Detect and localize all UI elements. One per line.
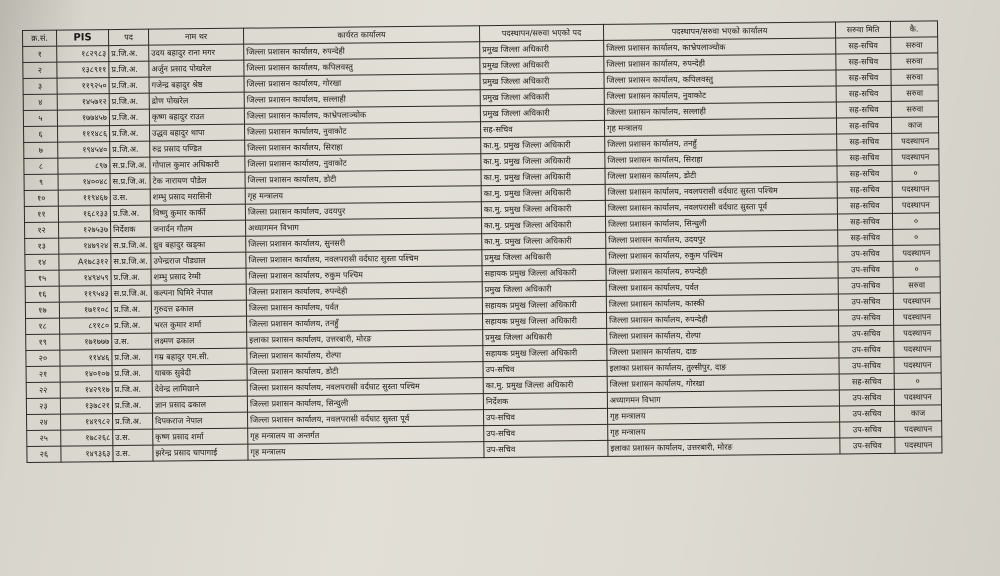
cell-remark: पदस्थापन (893, 293, 940, 309)
cell-new-office: गृह मन्त्रालय (607, 406, 839, 424)
cell-rank: प्र.जि.अ. (109, 109, 149, 125)
cell-name: उद्धव बहादुर थापा (150, 124, 245, 141)
cell-new-post: का.मु. प्रमुख जिल्ला अधिकारी (481, 152, 605, 169)
cell-name: गुरुदत्त ढकाल (151, 300, 246, 317)
cell-new-office: अध्यागमन विभाग (607, 390, 839, 408)
cell-name: शम्भु प्रसाद मरासिनी (150, 188, 245, 205)
cell-rank: प्र.जि.अ. (112, 349, 152, 365)
cell-sn: ८ (24, 158, 58, 174)
cell-rank: उ.स. (110, 189, 150, 205)
cell-new-office: इलाका प्रशासन कार्यालय, उत्तरबारी, मोरङ (608, 438, 840, 456)
cell-new-office: जिल्ला प्रशासन कार्यालय, रुपन्देही (604, 54, 836, 72)
cell-sn: ६ (24, 126, 58, 142)
cell-remark: पदस्थापन (893, 245, 940, 261)
cell-sn: २ (23, 62, 57, 78)
cell-remark: पदस्थापन (892, 149, 939, 165)
cell-sn: १ (23, 46, 57, 62)
cell-name: अर्जुन प्रसाद पोखरेल (149, 60, 244, 77)
cell-pis: A१७८३१२ (59, 254, 111, 271)
cell-remark: पदस्थापन (892, 181, 939, 197)
cell-rank: प्र.जि.अ. (112, 365, 152, 381)
cell-remark: काज (894, 405, 941, 421)
cell-transfer-date: सह-सचिव (837, 165, 892, 182)
cell-transfer-date: सह-सचिव (836, 117, 891, 134)
cell-new-post: प्रमुख जिल्ला अधिकारी (480, 72, 604, 89)
cell-new-post: सह-सचिव (480, 120, 604, 137)
cell-rank: स.प्र.जि.अ. (111, 285, 151, 301)
cell-current-office: गृह मन्त्रालय वा अन्तर्गत (248, 426, 484, 444)
cell-sn: ५ (23, 110, 57, 126)
cell-pis: १४९४५९ (59, 270, 111, 287)
cell-new-post: निर्देशक (483, 392, 607, 409)
cell-rank: उ.स. (113, 429, 153, 445)
cell-current-office: जिल्ला प्रशासन कार्यालय, नवलपरासी वर्दघाट सुस्ता पूर्व (248, 410, 484, 428)
cell-new-post: प्रमुख जिल्ला अधिकारी (480, 104, 604, 121)
cell-transfer-date: सह-सचिव (837, 181, 892, 198)
cell-pis: १२७५३७ (59, 222, 111, 239)
cell-new-post: का.मु. प्रमुख जिल्ला अधिकारी (481, 184, 605, 201)
cell-new-office: जिल्ला प्रशासन कार्यालय, डोटी (605, 166, 837, 184)
cell-name: याबक सुबेदी (152, 364, 247, 381)
cell-name: द्रोण पोखरेल (149, 92, 244, 109)
cell-transfer-date: सह-सचिव (836, 53, 891, 70)
cell-pis: १३७८२१ (60, 398, 112, 415)
cell-remark: पदस्थापन (895, 421, 942, 437)
cell-new-post: प्रमुख जिल्ला अधिकारी (480, 40, 604, 57)
cell-new-post: सहायक प्रमुख जिल्ला अधिकारी (482, 312, 606, 329)
cell-new-office: जिल्ला प्रशासन कार्यालय, नवलपरासी वर्दघाट सुस्ता पश्चिम (605, 182, 837, 200)
cell-current-office: जिल्ला प्रशासन कार्यालय, काभ्रेपलाञ्चोक (244, 106, 480, 124)
cell-new-post: का.मु. प्रमुख जिल्ला अधिकारी (481, 168, 605, 185)
cell-pis: १७१७७७ (60, 334, 112, 351)
cell-new-post: का.मु. प्रमुख जिल्ला अधिकारी (481, 216, 605, 233)
cell-current-office: जिल्ला प्रशासन कार्यालय, रोल्पा (247, 346, 483, 364)
cell-name: विष्णु कुमार कार्की (150, 204, 245, 221)
cell-new-office: जिल्ला प्रशासन कार्यालय, नवलपरासी वर्दघाट सुस्ता पूर्व (605, 198, 837, 216)
cell-sn: १३ (25, 238, 59, 254)
cell-new-post: उप-सचिव (483, 360, 607, 377)
cell-pis: १४०१०७ (60, 366, 112, 383)
cell-new-post: उप-सचिव (484, 440, 608, 457)
cell-new-office: जिल्ला प्रशासन कार्यालय, सल्लाही (604, 102, 836, 120)
cell-transfer-date: उप-सचिव (840, 421, 895, 438)
cell-pis: ११४४६ (60, 350, 112, 367)
cell-transfer-date: उप-सचिव (839, 357, 894, 374)
cell-pis: १४२९१७ (60, 382, 112, 399)
cell-new-office: जिल्ला प्रशासन कार्यालय, रुपन्देही (606, 262, 838, 280)
cell-remark: सरुवा (891, 53, 938, 69)
cell-name: दिपकराज नेपाल (153, 412, 248, 429)
cell-rank: प्र.जि.अ. (111, 269, 151, 285)
cell-new-post: का.मु. प्रमुख जिल्ला अधिकारी (481, 136, 605, 153)
cell-sn: १२ (25, 222, 59, 238)
cell-current-office: गृह मन्त्रालय (248, 442, 484, 460)
cell-remark: पदस्थापन (892, 197, 939, 213)
cell-sn: १९ (26, 334, 60, 350)
cell-transfer-date: उप-सचिव (838, 309, 893, 326)
header-remark: कै. (890, 21, 937, 37)
cell-rank: प्र.जि.अ. (112, 381, 152, 397)
cell-remark: सरुवा (891, 101, 938, 117)
cell-new-office: जिल्ला प्रशासन कार्यालय, नुवाकोट (604, 86, 836, 104)
cell-new-office: जिल्ला प्रशासन कार्यालय, उदयपुर (606, 230, 838, 248)
cell-current-office: इलाका प्रशासन कार्यालय, उत्तरबारी, मोरङ (247, 330, 483, 348)
cell-name: टेक नारायण पौडेल (150, 172, 245, 189)
cell-current-office: जिल्ला प्रशासन कार्यालय, नवलपरासी वर्दघाट सुस्ता पश्चिम (246, 250, 482, 268)
cell-name: ध्रुव बहादुर खड्का (151, 236, 246, 253)
cell-new-office: जिल्ला प्रशासन कार्यालय, सिन्धुली (605, 214, 837, 232)
cell-current-office: जिल्ला प्रशासन कार्यालय, तनहुँ (247, 314, 483, 332)
cell-name: कृष्ण प्रसाद शर्मा (153, 428, 248, 445)
cell-new-office: जिल्ला प्रशासन कार्यालय, कपिलवस्तु (604, 70, 836, 88)
cell-transfer-date: सह-सचिव (836, 101, 891, 118)
cell-sn: २० (26, 350, 60, 366)
header-name: नाम थर (148, 28, 243, 45)
cell-transfer-date: सह-सचिव (839, 373, 894, 390)
cell-transfer-date: उप-सचिव (838, 261, 893, 278)
cell-name: भरत कुमार शर्मा (152, 316, 247, 333)
cell-sn: ७ (24, 142, 58, 158)
cell-rank: प्र.जि.अ. (112, 397, 152, 413)
cell-transfer-date: सह-सचिव (837, 149, 892, 166)
cell-pis: १७८२६८ (61, 430, 113, 447)
cell-new-post: प्रमुख जिल्ला अधिकारी (482, 280, 606, 297)
cell-new-post: उप-सचिव (484, 408, 608, 425)
cell-sn: २२ (26, 382, 60, 398)
cell-new-post: प्रमुख जिल्ला अधिकारी (482, 248, 606, 265)
cell-new-post: का.मु. प्रमुख जिल्ला अधिकारी (483, 376, 607, 393)
cell-sn: २१ (26, 366, 60, 382)
cell-remark: पदस्थापन (894, 325, 941, 341)
cell-remark: सरुवा (891, 37, 938, 53)
cell-rank: प्र.जि.अ. (109, 45, 149, 61)
cell-transfer-date: उप-सचिव (838, 293, 893, 310)
cell-remark: सरुवा (893, 277, 940, 293)
cell-current-office: जिल्ला प्रशासन कार्यालय, नुवाकोट (244, 122, 480, 140)
cell-new-post: सहायक प्रमुख जिल्ला अधिकारी (482, 264, 606, 281)
cell-current-office: जिल्ला प्रशासन कार्यालय, रुकुम पश्चिम (246, 266, 482, 284)
cell-name: उदय बहादुर राना मगर (149, 44, 244, 61)
cell-name: कृष्ण बहादुर राउत (149, 108, 244, 125)
cell-name: शम्भु प्रसाद रेग्मी (151, 268, 246, 285)
cell-remark: काज (891, 117, 938, 133)
cell-sn: १८ (26, 318, 60, 334)
header-current-office: कार्यरत कार्यालय (243, 26, 479, 44)
cell-remark: पदस्थापन (895, 437, 942, 453)
cell-name: लक्ष्मण ढकाल (152, 332, 247, 349)
cell-remark: ० (892, 213, 939, 229)
cell-name: कल्पना घिमिरे नेपाल (151, 284, 246, 301)
cell-pis: ११९२५० (57, 78, 109, 95)
cell-sn: ११ (24, 206, 58, 222)
cell-name: ज्ञान प्रसाद ढकाल (152, 396, 247, 413)
cell-pis: ८११८० (60, 318, 112, 335)
cell-remark: पदस्थापन (893, 309, 940, 325)
cell-current-office: जिल्ला प्रशासन कार्यालय, नुवाकोट (245, 154, 481, 172)
cell-pis: ११९५४३ (59, 286, 111, 303)
cell-rank: प्र.जि.अ. (109, 93, 149, 109)
cell-new-post: का.मु. प्रमुख जिल्ला अधिकारी (481, 200, 605, 217)
cell-new-office: जिल्ला प्रशासन कार्यालय, काभ्रेपलाञ्चोक (604, 38, 836, 56)
cell-new-post: उप-सचिव (484, 424, 608, 441)
cell-pis: ११९४६७ (58, 190, 110, 207)
cell-pis: १६८१३३ (58, 206, 110, 223)
cell-sn: २६ (27, 446, 61, 462)
cell-rank: प्र.जि.अ. (109, 77, 149, 93)
header-sn: क्र.सं. (23, 30, 57, 46)
cell-name: गम्र बहादुर एम.सी. (152, 348, 247, 365)
cell-rank: स.प्र.जि.अ. (110, 157, 150, 173)
cell-new-office: जिल्ला प्रशासन कार्यालय, रोल्पा (607, 326, 839, 344)
cell-transfer-date: उप-सचिव (840, 437, 895, 454)
cell-sn: ३ (23, 78, 57, 94)
cell-remark: पदस्थापन (894, 357, 941, 373)
cell-sn: ४ (23, 94, 57, 110)
cell-rank: निर्देशक (111, 221, 151, 237)
transfer-table (22, 20, 942, 463)
cell-remark: सरुवा (891, 85, 938, 101)
cell-current-office: अध्यागमन विभाग (246, 218, 482, 236)
cell-current-office: जिल्ला प्रशासन कार्यालय, डोटी (247, 362, 483, 380)
cell-new-office: जिल्ला प्रशासन कार्यालय, सिराहा (605, 150, 837, 168)
cell-current-office: जिल्ला प्रशासन कार्यालय, सल्लाही (244, 90, 480, 108)
cell-pis: १९४५४० (58, 142, 110, 159)
cell-rank: स.प्र.जि.अ. (111, 237, 151, 253)
cell-current-office: जिल्ला प्रशासन कार्यालय, सिन्धुली (247, 394, 483, 412)
cell-transfer-date: सह-सचिव (836, 69, 891, 86)
cell-rank: प्र.जि.अ. (113, 413, 153, 429)
cell-name: झरेन्द्र प्रसाद चापागाई (153, 444, 248, 461)
cell-transfer-date: उप-सचिव (839, 405, 894, 422)
cell-transfer-date: सह-सचिव (836, 85, 891, 102)
header-transfer-date: सरुवा मिति (835, 21, 890, 38)
table-body (23, 37, 942, 463)
cell-new-office: जिल्ला प्रशासन कार्यालय, तनहुँ (605, 134, 837, 152)
cell-transfer-date: उप-सचिव (839, 389, 894, 406)
cell-current-office: जिल्ला प्रशासन कार्यालय, सिराहा (245, 138, 481, 156)
cell-new-office: जिल्ला प्रशासन कार्यालय, रुकुम पश्चिम (606, 246, 838, 264)
cell-current-office: जिल्ला प्रशासन कार्यालय, पर्वत (246, 298, 482, 316)
cell-transfer-date: उप-सचिव (839, 325, 894, 342)
cell-current-office: जिल्ला प्रशासन कार्यालय, रुपन्देही (246, 282, 482, 300)
cell-pis: १११४८६ (58, 126, 110, 143)
cell-transfer-date: सह-सचिव (836, 37, 891, 54)
cell-sn: १६ (25, 286, 59, 302)
cell-pis: ८९७ (58, 158, 110, 175)
cell-new-post: प्रमुख जिल्ला अधिकारी (480, 56, 604, 73)
cell-transfer-date: उप-सचिव (838, 277, 893, 294)
cell-remark: ० (893, 261, 940, 277)
cell-new-office: जिल्ला प्रशासन कार्यालय, रुपन्देही (606, 310, 838, 328)
cell-sn: २४ (27, 414, 61, 430)
cell-name: गजेन्द्र बहादुर श्रेष्ठ (149, 76, 244, 93)
cell-sn: २५ (27, 430, 61, 446)
cell-transfer-date: सह-सचिव (837, 197, 892, 214)
cell-remark: पदस्थापन (892, 133, 939, 149)
cell-sn: २३ (26, 398, 60, 414)
cell-current-office: जिल्ला प्रशासन कार्यालय, नवलपरासी वर्दघाट सुस्ता पश्चिम (247, 378, 483, 396)
cell-name: उपेन्द्रराज पौड्याल (151, 252, 246, 269)
cell-rank: प्र.जि.अ. (110, 125, 150, 141)
cell-new-office: जिल्ला प्रशासन कार्यालय, दाङ (607, 342, 839, 360)
cell-new-post: का.मु. प्रमुख जिल्ला अधिकारी (482, 232, 606, 249)
cell-new-office: जिल्ला प्रशासन कार्यालय, पर्वत (606, 278, 838, 296)
cell-transfer-date: उप-सचिव (839, 341, 894, 358)
cell-transfer-date: सह-सचिव (838, 229, 893, 246)
cell-new-post: प्रमुख जिल्ला अधिकारी (480, 88, 604, 105)
cell-rank: प्र.जि.अ. (110, 141, 150, 157)
header-rank: पद (109, 29, 149, 45)
cell-remark: ० (893, 229, 940, 245)
cell-sn: ९ (24, 174, 58, 190)
cell-pis: १३८९११ (57, 62, 109, 79)
cell-rank: उ.स. (112, 333, 152, 349)
cell-transfer-date: उप-सचिव (838, 245, 893, 262)
cell-new-office: इलाका प्रशासन कार्यालय, तुल्सीपुर, दाङ (607, 358, 839, 376)
cell-sn: १० (24, 190, 58, 206)
cell-new-post: सहायक प्रमुख जिल्ला अधिकारी (483, 344, 607, 361)
cell-new-office: जिल्ला प्रशासन कार्यालय, कास्की (606, 294, 838, 312)
cell-current-office: गृह मन्त्रालय (245, 186, 481, 204)
header-pis: PIS (57, 30, 109, 47)
cell-remark: पदस्थापन (894, 389, 941, 405)
cell-rank: स.प्र.जि.अ. (111, 253, 151, 269)
cell-pis: १४५७१२ (57, 94, 109, 111)
cell-pis: १४९३६३ (61, 446, 113, 463)
cell-pis: १४१९८२ (61, 414, 113, 431)
cell-transfer-date: सह-सचिव (837, 133, 892, 150)
cell-name: रुद्र प्रसाद पण्डित (150, 140, 245, 157)
cell-rank: प्र.जि.अ. (110, 205, 150, 221)
cell-rank: स.प्र.जि.अ. (110, 173, 150, 189)
cell-new-office: गृह मन्त्रालय (604, 118, 836, 136)
cell-remark: सरुवा (891, 69, 938, 85)
cell-name: गोपाल कुमार अधिकारी (150, 156, 245, 173)
cell-name: जनार्दन गौतम (151, 220, 246, 237)
cell-new-office: जिल्ला प्रशासन कार्यालय, गोरखा (607, 374, 839, 392)
cell-sn: १७ (25, 302, 59, 318)
cell-remark: ० (894, 373, 941, 389)
cell-current-office: जिल्ला प्रशासन कार्यालय, सुनसरी (246, 234, 482, 252)
cell-pis: १८२९८३ (57, 46, 109, 63)
cell-rank: प्र.जि.अ. (112, 317, 152, 333)
cell-sn: १४ (25, 254, 59, 270)
header-new-office: पदस्थापन/सरुवा भएको कार्यालय (603, 22, 835, 40)
cell-pis: १७७४५७ (57, 110, 109, 127)
cell-rank: उ.स. (113, 445, 153, 461)
cell-name: देवेन्द्र लामिछाने (152, 380, 247, 397)
cell-new-post: प्रमुख जिल्ला अधिकारी (483, 328, 607, 345)
cell-new-office: गृह मन्त्रालय (608, 422, 840, 440)
cell-current-office: जिल्ला प्रशासन कार्यालय, गोरखा (244, 74, 480, 92)
cell-current-office: जिल्ला प्रशासन कार्यालय, उदयपुर (245, 202, 481, 220)
cell-rank: प्र.जि.अ. (111, 301, 151, 317)
cell-sn: १५ (25, 270, 59, 286)
cell-current-office: जिल्ला प्रशासन कार्यालय, कपिलवस्तु (244, 58, 480, 76)
cell-pis: १४००४८ (58, 174, 110, 191)
cell-current-office: जिल्ला प्रशासन कार्यालय, रुपन्देही (244, 42, 480, 60)
cell-remark: ० (892, 165, 939, 181)
cell-current-office: जिल्ला प्रशासन कार्यालय, डोटी (245, 170, 481, 188)
cell-rank: प्र.जि.अ. (109, 61, 149, 77)
cell-pis: १७११०८ (59, 302, 111, 319)
cell-remark: पदस्थापन (894, 341, 941, 357)
cell-new-post: सहायक प्रमुख जिल्ला अधिकारी (482, 296, 606, 313)
cell-transfer-date: सह-सचिव (837, 213, 892, 230)
cell-pis: १४७९२४ (59, 238, 111, 255)
header-new-post: पदस्थापन/सरुवा भएको पद (479, 24, 603, 41)
